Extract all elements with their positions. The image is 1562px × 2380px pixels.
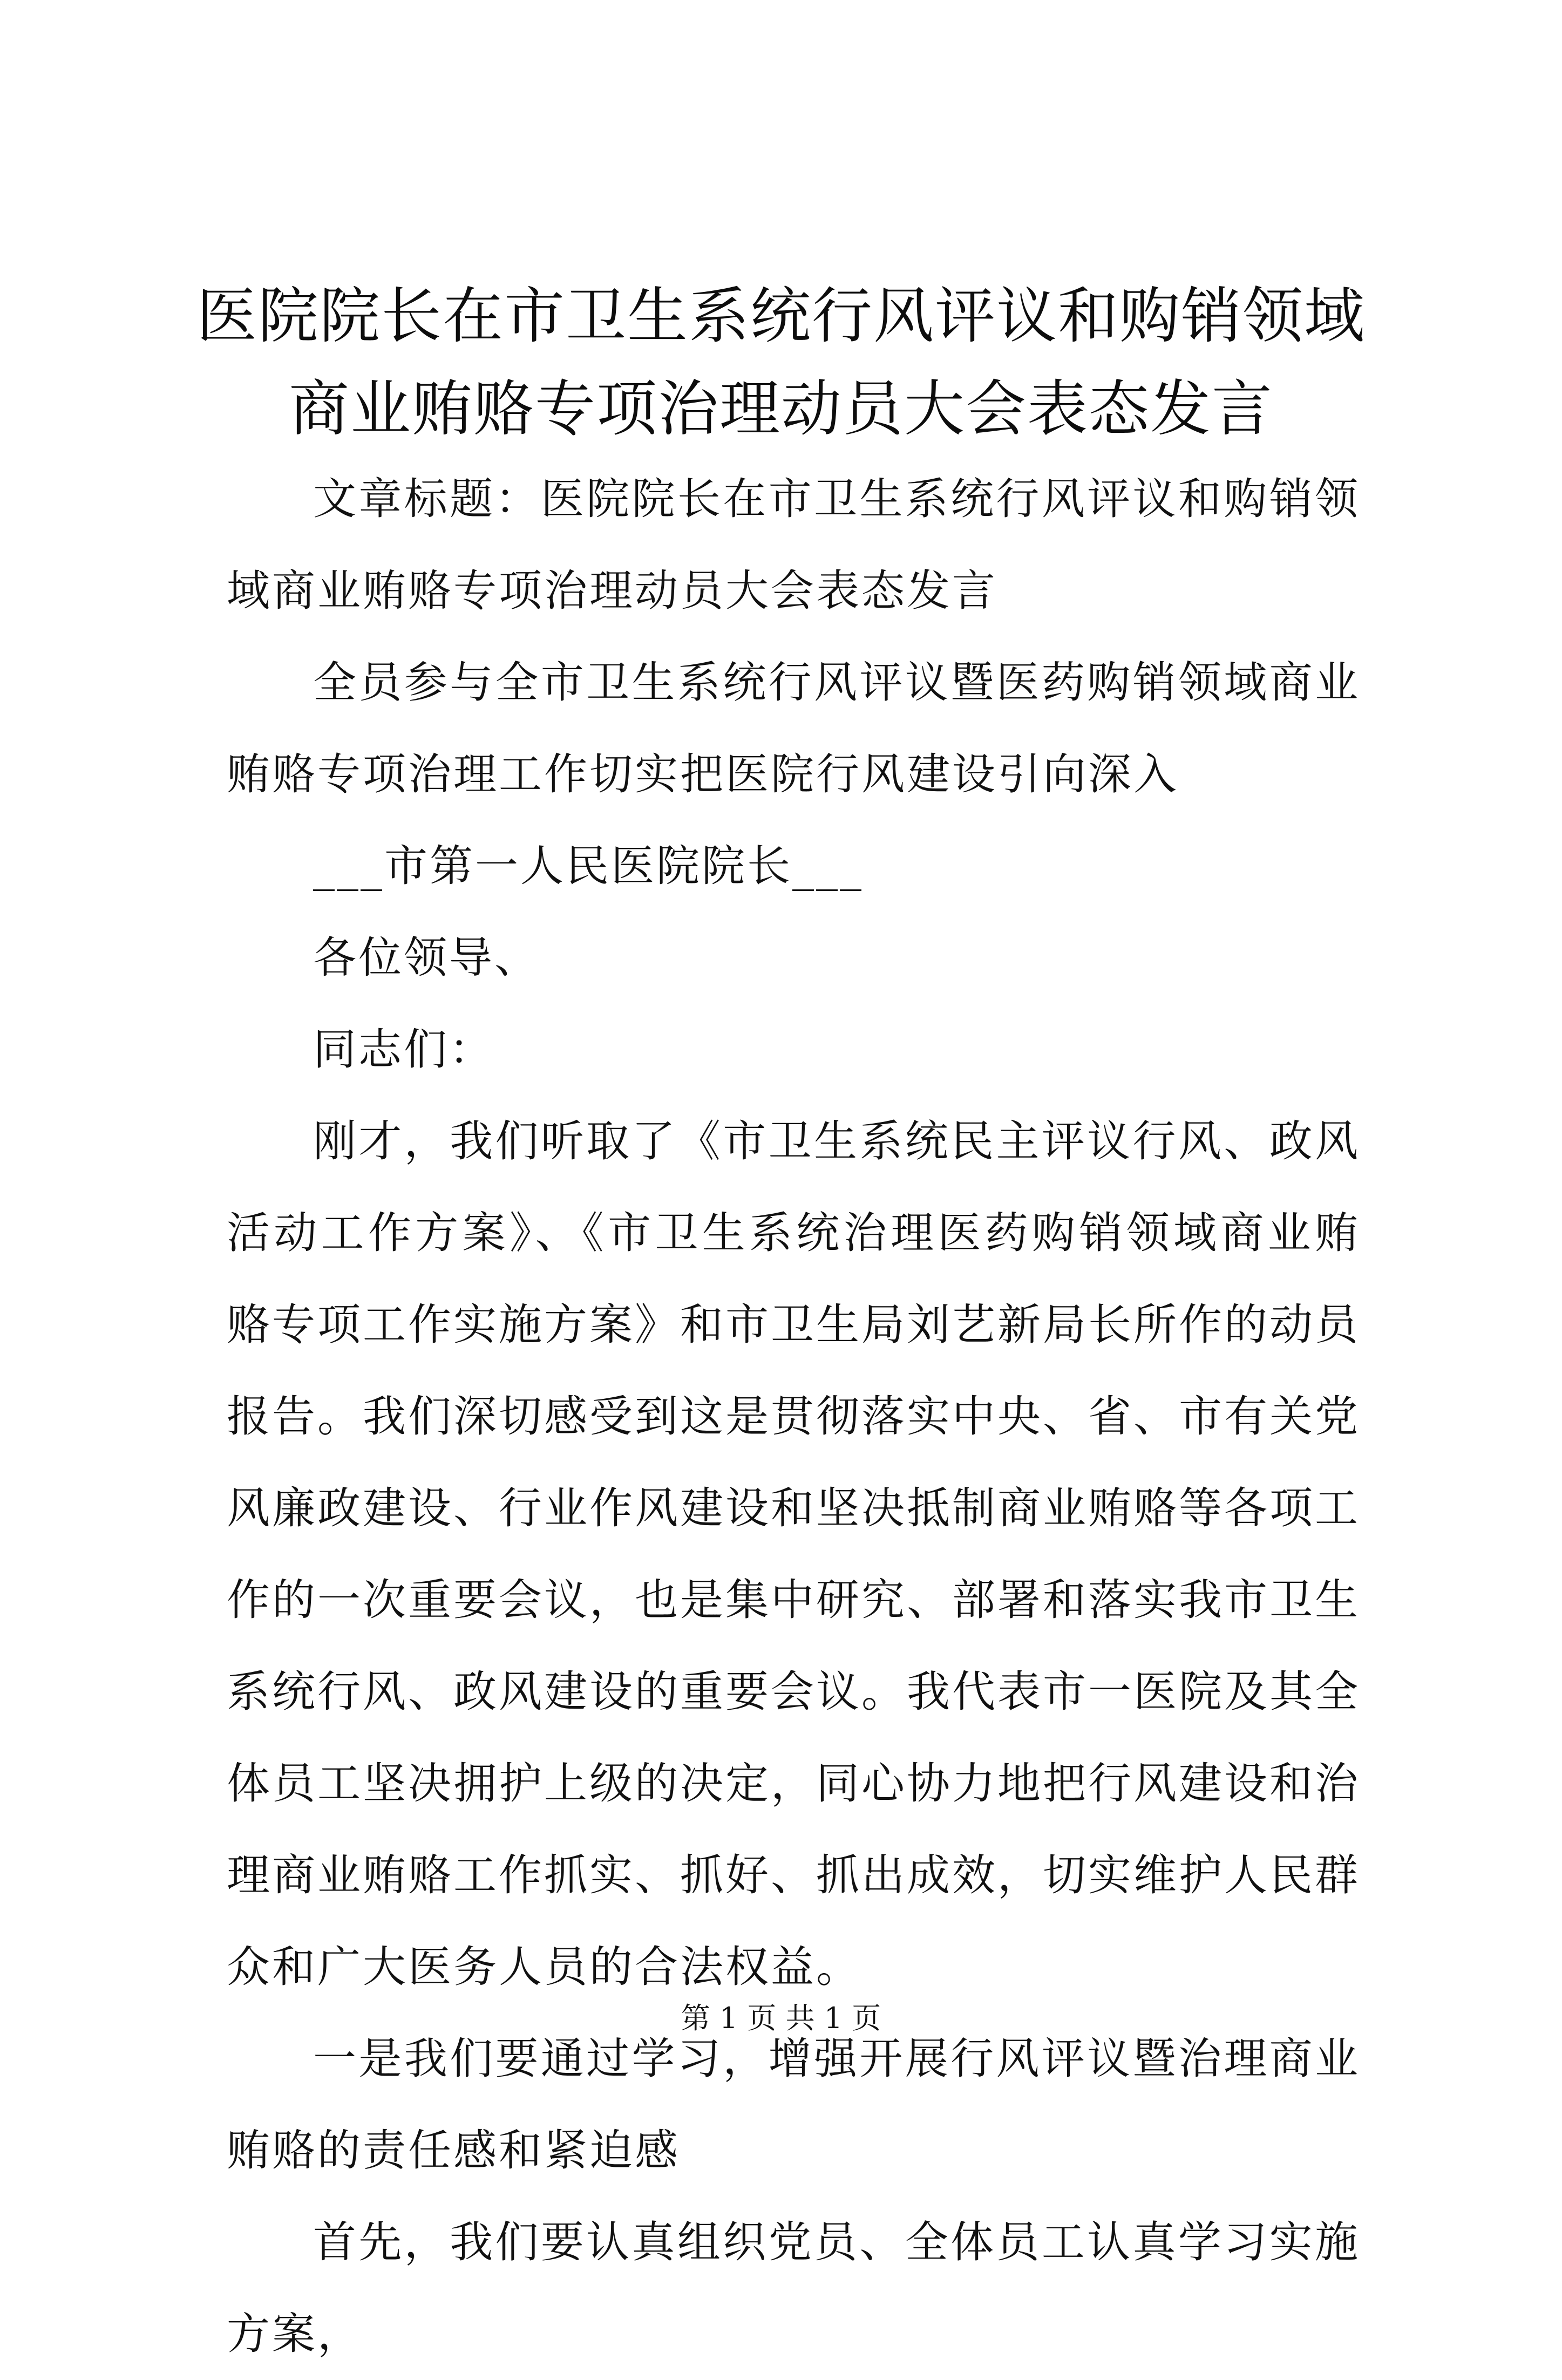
paragraph-salutation-comrades: 同志们： — [313, 1024, 494, 1075]
paragraph-subtitle: 全员参与全市卫生系统行风评议暨医药购销领域商业贿赂专项治理工作切实把医院行风建设引向深入 — [227, 657, 1360, 799]
paragraph-point-one: 一是我们要通过学习，增强开展行风评议暨治理商业贿赂的责任感和紧迫感 — [227, 2034, 1360, 2175]
page-footer: 第 1 页 共 1 页 — [681, 2001, 881, 2035]
paragraph-opening: 刚才，我们听取了《市卫生系统民主评议行风、政风活动工作方案》、《市卫生系统治理医药购销领域商业贿赂专项工作实施方案》和市卫生局刘艺新局长所作的动员报告。我们深切感受到这是贯彻落实中央、省、市有关党风廉政建设、行业作风建设和坚决抵制商业贿赂等各项工作的一次重要会议，也是集中研究、部署和落实我市卫生系统行风、政风建设的重要会议。我代表市一医院及其全体员工坚决拥护上级的决定，同心协力地把行风建设和治理商业贿赂工作抓实、抓好、抓出成效，切实维护人民群众和广大医务人员的合法权益。 — [227, 1116, 1360, 1992]
document-title: 医院院长在市卫生系统行风评议和购销领域商业贿赂专项治理动员大会表态发言 — [196, 281, 1366, 444]
document-body — [227, 453, 1360, 2380]
paragraph-salutation-leaders: 各位领导、 — [313, 933, 540, 983]
paragraph-speaker: ___市第一人民医院院长___ — [313, 841, 864, 891]
paragraph-first: 首先，我们要认真组织党员、全体员工认真学习实施方案， — [227, 2217, 1360, 2359]
paragraph-article-title: 文章标题：医院院长在市卫生系统行风评议和购销领域商业贿赂专项治理动员大会表态发言 — [227, 474, 1360, 616]
